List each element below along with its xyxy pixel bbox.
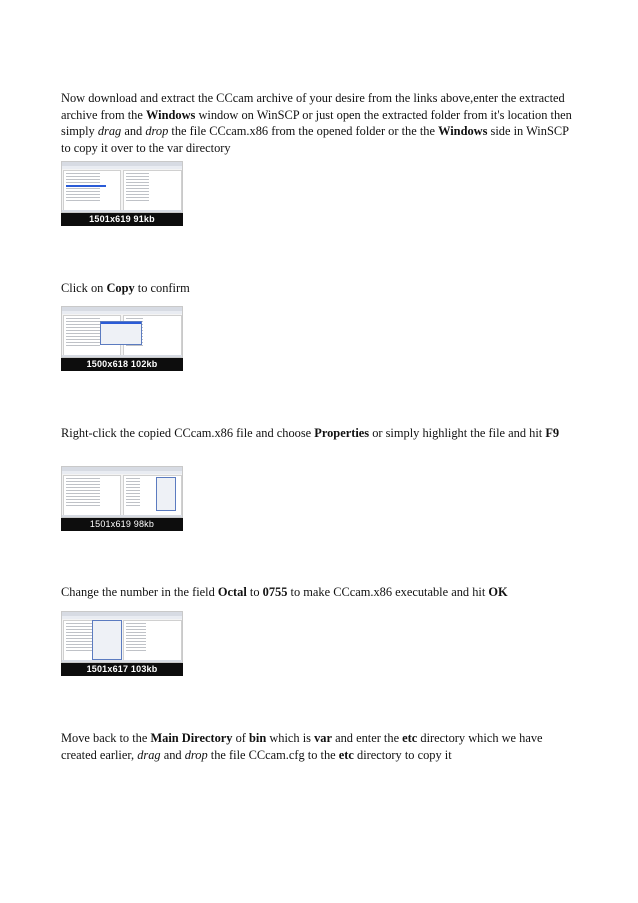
text-segment-italic: drop [184,747,208,762]
text-segment: and [160,747,185,762]
text-segment-bold: bin [249,731,267,745]
text-segment-bold: etc [338,747,354,762]
image-size-caption: 1501x619 98kb [61,518,183,531]
text-segment-bold: Octal [217,585,247,599]
text-segment: Change the number in the field [61,585,218,599]
text-segment-bold: F9 [545,426,560,440]
text-segment-bold: Main Directory [150,731,233,745]
text-segment: the file CCcam.cfg to the [207,747,339,762]
screenshot-thumbnail-2[interactable] [61,306,183,371]
text-segment: of [232,731,250,745]
screenshot-thumbnail-1[interactable] [61,161,183,226]
image-size-caption: 1501x617 103kb [61,663,183,676]
text-segment: window on WinSCP or just open the extracted folder from it's location then simply [61,107,572,138]
text-segment-bold: Windows [145,107,196,122]
winscp-screenshot-image [61,611,183,663]
image-size-caption: 1500x618 102kb [61,358,183,371]
text-segment: which is [266,731,315,745]
text-segment-bold: 0755 [262,585,288,599]
text-segment-bold: Properties [314,426,370,440]
instruction-paragraph-4 [61,584,581,601]
text-segment: Right-click the copied CCcam.x86 file and choose [61,426,315,440]
text-segment: the file CCcam.x86 from the opened folder or the the [168,124,439,138]
text-segment-bold: OK [488,585,508,599]
text-segment-italic: drop [145,124,169,138]
text-segment: and [121,124,146,138]
text-segment-italic: drag [97,124,122,138]
text-segment: Now download and extract the CCcam archive of your desire from the links above,enter the extracted archive from the [61,91,565,122]
instruction-paragraph-2 [61,280,581,297]
text-segment: directory to copy it [353,747,452,762]
instruction-paragraph-5 [61,730,581,763]
winscp-screenshot-image [61,306,183,358]
winscp-screenshot-image [61,161,183,213]
text-segment: to make CCcam.x86 executable and hit [287,585,489,599]
instruction-paragraph-1 [61,90,581,156]
text-segment-italic: drag [137,747,161,762]
instruction-paragraph-3 [61,425,581,442]
winscp-screenshot-image [61,466,183,518]
text-segment: and enter the [331,731,403,745]
screenshot-thumbnail-4[interactable] [61,611,183,676]
text-segment: Click on [61,281,107,295]
text-segment-bold: Copy [106,281,135,295]
text-segment-bold: etc [402,731,418,745]
text-segment-bold: Windows [438,124,488,138]
text-segment: to [246,585,263,599]
text-segment: directory which we have created earlier, [61,731,543,762]
screenshot-thumbnail-3[interactable] [61,466,183,531]
text-segment: or simply highlight the file and hit [369,426,546,440]
text-segment: Move back to the [61,731,151,745]
image-size-caption: 1501x619 91kb [61,213,183,226]
text-segment: side in WinSCP to copy it over to the var directory [61,124,569,155]
text-segment-bold: var [314,731,332,745]
text-segment: to confirm [134,281,190,295]
